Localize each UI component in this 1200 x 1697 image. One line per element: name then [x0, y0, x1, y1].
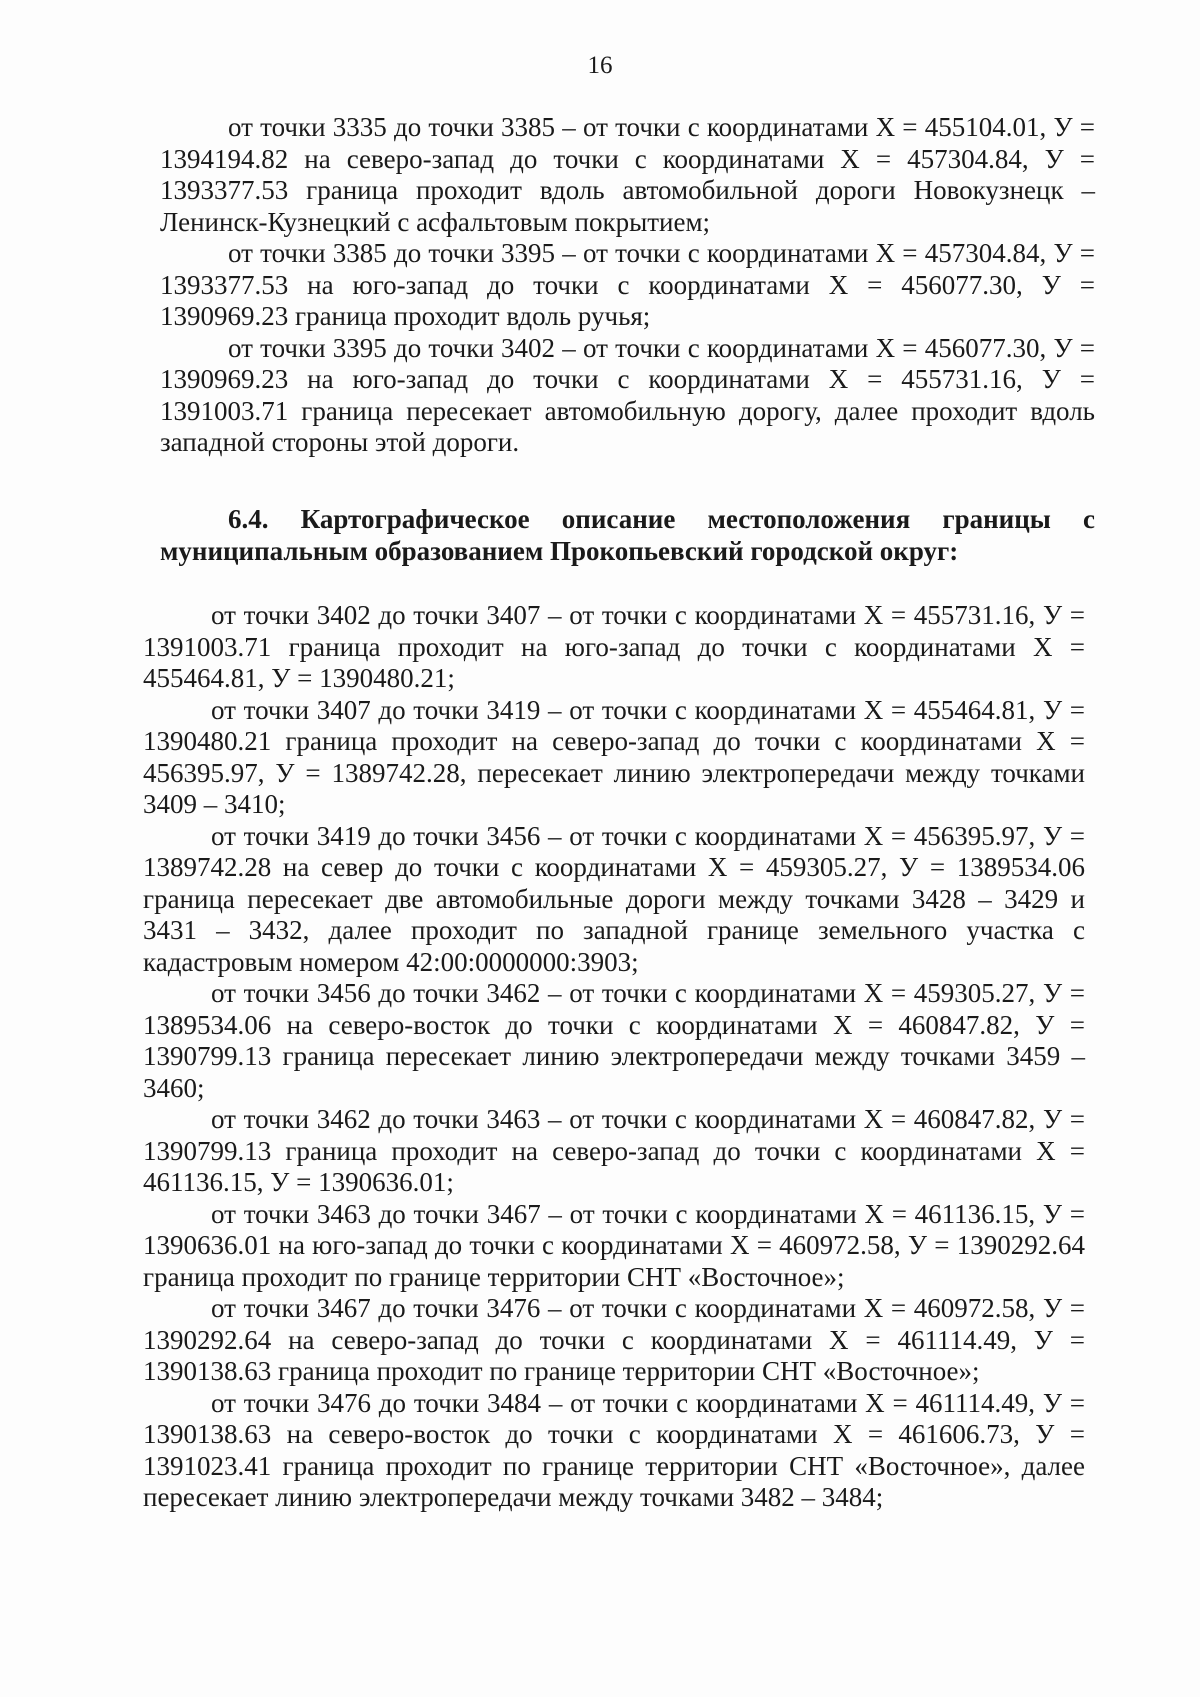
paragraph-3385-3395: от точки 3385 до точки 3395 – от точки с координатами Х = 457304.84, У = 1393377.53 на юго-запад до точки с координатами Х = 456077.30, У = 1390969.23 граница проходит вдоль ручья;	[160, 238, 1095, 331]
paragraph-3456-3462: от точки 3456 до точки 3462 – от точки с координатами Х = 459305.27, У = 1389534.06 на северо-восток до точки с координатами Х = 460847.82, У = 1390799.13 граница пересекает линию электропередачи между точками 3459 – 3460;	[143, 978, 1085, 1103]
paragraph-3476-3484: от точки 3476 до точки 3484 – от точки с координатами Х = 461114.49, У = 1390138.63 на северо-восток до точки с координатами Х = 461606.73, У = 1391023.41 граница проходит по границе территории СНТ «Восточное», далее пересекает линию электропередачи между точками 3482 – 3484;	[143, 1387, 1085, 1512]
section-boundary-description	[160, 112, 1095, 459]
paragraph-3407-3419: от точки 3407 до точки 3419 – от точки с координатами Х = 455464.81, У = 1390480.21 граница проходит на северо-запад до точки с координатами Х = 456395.97, У = 1389742.28, пересекает линию электропередачи между точками 3409 – 3410;	[143, 694, 1085, 819]
paragraph-3335-3385: от точки 3335 до точки 3385 – от точки с координатами Х = 455104.01, У = 1394194.82 на северо-запад до точки с координатами Х = 457304.84, У = 1393377.53 граница проходит вдоль автомобильной дороги Новокузнецк – Ленинск-Кузнецкий с асфальтовым покрытием;	[160, 112, 1095, 237]
paragraph-3402-3407: от точки 3402 до точки 3407 – от точки с координатами Х = 455731.16, У = 1391003.71 граница проходит на юго-запад до точки с координатами Х = 455464.81, У = 1390480.21;	[143, 600, 1085, 693]
paragraph-3419-3456: от точки 3419 до точки 3456 – от точки с координатами Х = 456395.97, У = 1389742.28 на север до точки с координатами Х = 459305.27, У = 1389534.06 граница пересекает две автомобильные дороги между точками 3428 – 3429 и 3431 – 3432, далее проходит по западной границе земельного участка с кадастровым номером 42:00:0000000:3903;	[143, 820, 1085, 977]
paragraph-3463-3467: от точки 3463 до точки 3467 – от точки с координатами Х = 461136.15, У = 1390636.01 на юго-запад до точки с координатами Х = 460972.58, У = 1390292.64 граница проходит по границе территории СНТ «Восточное»;	[143, 1198, 1085, 1292]
section-prokopyevsky-boundary	[143, 600, 1085, 1514]
paragraph-3462-3463: от точки 3462 до точки 3463 – от точки с координатами Х = 460847.82, У = 1390799.13 граница проходит на северо-запад до точки с координатами Х = 461136.15, У = 1390636.01;	[143, 1104, 1085, 1197]
section-heading-6-4: 6.4. Картографическое описание местоположения границы с муниципальным образованием Прокопьевский городской округ:	[160, 504, 1095, 566]
paragraph-3467-3476: от точки 3467 до точки 3476 – от точки с координатами Х = 460972.58, У = 1390292.64 на северо-запад до точки с координатами Х = 461114.49, У = 1390138.63 граница проходит по границе территории СНТ «Восточное»;	[143, 1293, 1085, 1386]
page-number: 16	[587, 52, 613, 79]
paragraph-3395-3402: от точки 3395 до точки 3402 – от точки с координатами Х = 456077.30, У = 1390969.23 на юго-запад до точки с координатами Х = 455731.16, У = 1391003.71 граница пересекает автомобильную дорогу, далее проходит вдоль западной стороны этой дороги.	[160, 332, 1095, 457]
